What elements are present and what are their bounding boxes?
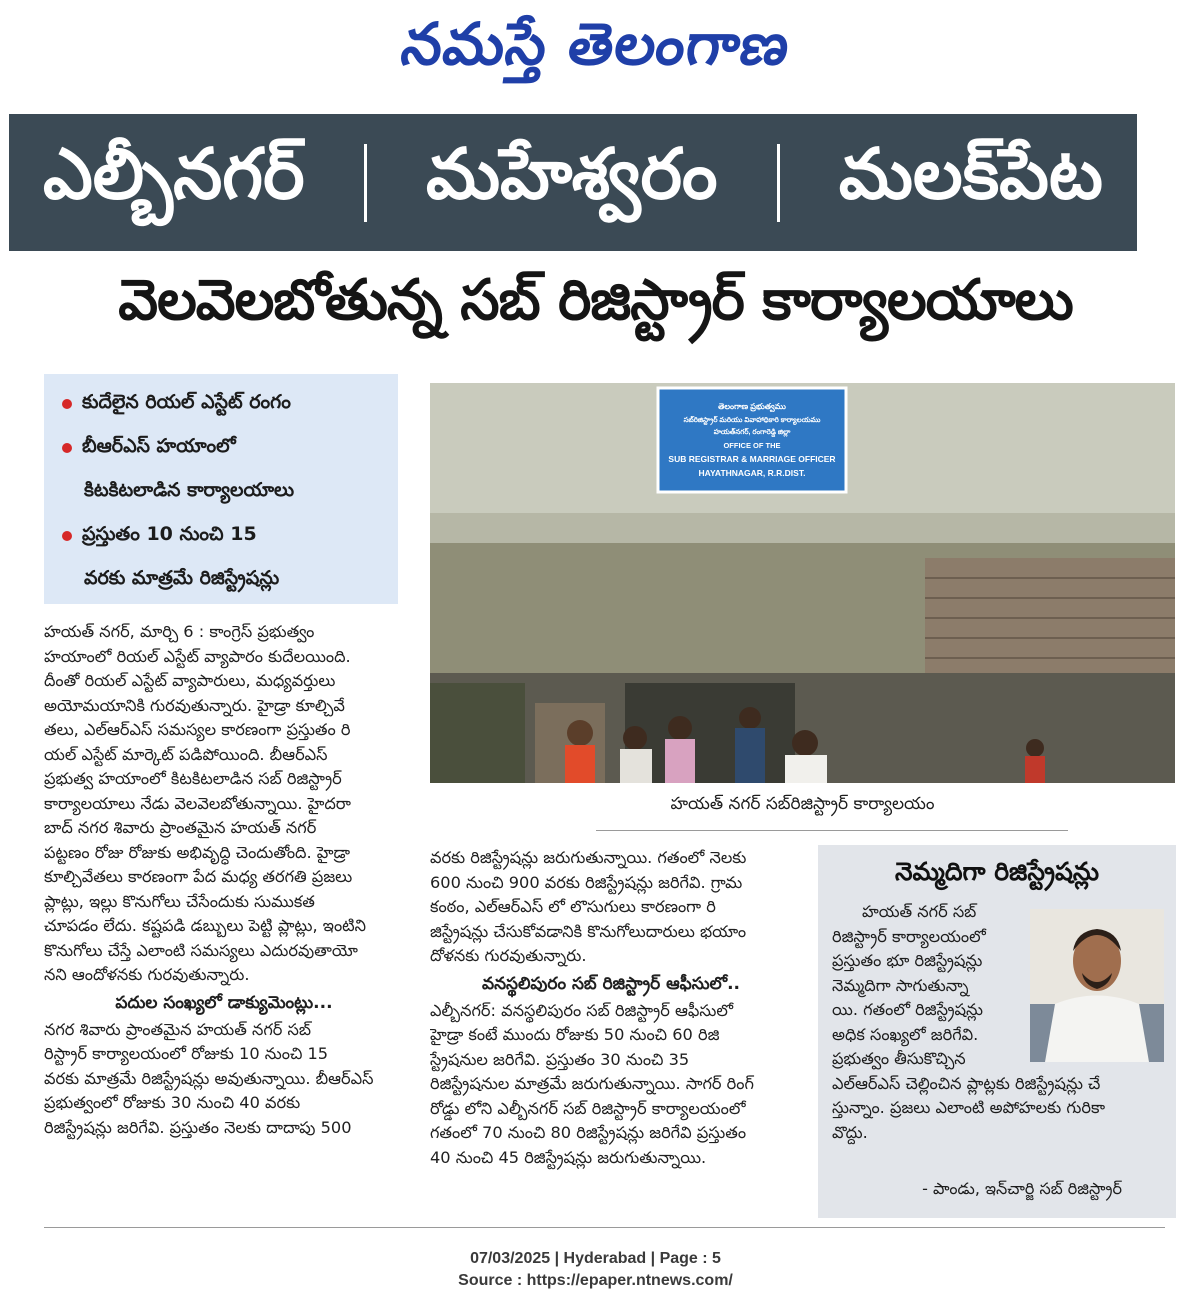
article-column-1 (44, 620, 404, 1140)
highlight-item: బీఆర్ఎస్ హయాంలో (62, 426, 380, 470)
article-line: స్ట్రేషనుల జరిగేవి. ప్రస్తుతం 30 నుంచి 35 (430, 1049, 690, 1069)
article-line: రిజిస్ట్రేషనుల మాత్రమే జరుగుతున్నాయి. సాగర్ రింగ్ (430, 1074, 754, 1093)
sidebar-line: ప్రస్తుతం భూ రిజిస్ట్రేషన్లు (832, 951, 983, 970)
article-line: జిస్ట్రేషన్లు చేసుకోవడానికి కొనుగోలుదారులు భయాం (430, 921, 747, 941)
article-line: అయోమయానికి గురవుతున్నారు. హైడ్రా కూల్చివే (44, 695, 345, 715)
highlight-item: వరకు మాత్రమే రిజిస్ట్రేషన్లు (84, 566, 280, 589)
sidebar-line: ప్రభుత్వం తీసుకొచ్చిన (832, 1049, 966, 1068)
divider (44, 1227, 1165, 1228)
section-band (9, 114, 1137, 251)
article-line: రిస్ట్రార్ కార్యాలయంలో రోజుకు 10 నుంచి 15 (44, 1044, 329, 1063)
section-separator (777, 144, 780, 222)
article-line: ప్రభుత్వంలో రోజుకు 30 నుంచి 40 వరకు (44, 1093, 301, 1112)
sidebar-title: నెమ్మదిగా రిజిస్ట్రేషన్లు (894, 857, 1100, 886)
article-line: కార్యాలయాలు నేడు వెలవెలబోతున్నాయి. హైదరా (44, 793, 351, 813)
photo-caption: హయత్ నగర్ సబ్‌రిజిస్ట్రార్ కార్యాలయం (670, 794, 935, 814)
sidebar-signature: - పాండు, ఇన్‌చార్జి సబ్ రిజిస్ట్రార్ (922, 1179, 1122, 1198)
article-line: నని ఆందోళనకు గురవుతున్నారు. (44, 965, 250, 984)
sidebar-line: వొద్దు. (832, 1122, 868, 1142)
headline: వెలవెలబోతున్న సబ్ రిజిస్ట్రార్ కార్యాలయాలు (118, 268, 1073, 333)
section-word-lbnagar: ఎల్బీనగర్ (43, 133, 305, 215)
bullet-icon (62, 399, 72, 409)
article-line: వరకు రిజిస్ట్రేషన్లు జరుగుతున్నాయి. గతంలో నెలకు (430, 848, 747, 867)
section-word-malakpet: మలక్‌పేట (838, 133, 1103, 215)
article-line: హయత్ నగర్, మార్చి 6 : కాంగ్రెస్ ప్రభుత్వం (44, 622, 315, 641)
article-line: ప్రభుత్వ హయాంలో కిటకిటలాడిన సబ్ రిజిస్ట్రార్ (44, 769, 342, 788)
board-line: తెలంగాణ ప్రభుత్వము (718, 402, 786, 411)
article-subhead: పదుల సంఖ్యలో డాక్యుమెంట్లు... (115, 992, 333, 1013)
office-photo (430, 383, 1175, 783)
article-column-2 (430, 846, 792, 1170)
sidebar-line: రిజిస్ట్రార్ కార్యాలయంలో (832, 926, 986, 946)
article-line: దీంతో రియల్ ఎస్టేట్ వ్యాపారులు, మధ్యవర్తులు (44, 671, 336, 690)
article-line: దోళనకు గురవుతున్నారు. (430, 946, 587, 965)
sidebar-line: అధిక సంఖ్యలో జరిగేవి. (832, 1024, 979, 1044)
article-line: బాద్ నగర శివారు ప్రాంతమైన హయత్ నగర్ (44, 818, 317, 837)
article-line: గతంలో 70 నుంచి 80 రిజిస్ట్రేషన్లు జరిగేవి ప్రస్తుతం (430, 1123, 747, 1142)
article-line: హైడ్రా కంటే ముందు రోజుకు 50 నుంచి 60 రిజి (430, 1025, 720, 1044)
article-line: రిజిస్ట్రేషన్లు జరిగేవి. ప్రస్తుతం నెలకు దాదాపు 500 (44, 1117, 352, 1137)
footer-dateline: 07/03/2025 | Hyderabad | Page : 5 (470, 1250, 721, 1267)
board-line: SUB REGISTRAR & MARRIAGE OFFICER (668, 454, 836, 464)
board-line: OFFICE OF THE (723, 441, 781, 450)
article-line: కూల్చివేతలు కారణంగా పేద మధ్య తరగతి ప్రజలు (44, 867, 353, 886)
article-line: కొనుగోలు చేస్తే ఎలాంటి సమస్యలు ఎదురవుతాయో (44, 940, 358, 960)
sidebar-line: ఎల్ఆర్ఎస్ చెల్లించిన ప్లాట్లకు రిజిస్ట్రేషన్లు చే (832, 1073, 1101, 1093)
divider (596, 830, 1068, 831)
sidebar-line: యి. గతంలో రిజిస్ట్రేషన్లు (832, 1000, 984, 1019)
article-line: ప్లాట్లు, ఇల్లు కొనుగోలు చేసేందుకు సుముకత (44, 891, 315, 911)
article-line: 40 నుంచి 45 రిజిస్ట్రేషన్లు జరుగుతున్నాయి. (430, 1147, 707, 1167)
sidebar-box (818, 845, 1176, 1218)
article-line: రోడ్డు లోని ఎల్బీనగర్ సబ్ రిజిస్ట్రార్ కార్యాలయంలో (430, 1098, 746, 1118)
article-line: నగర శివారు ప్రాంతమైన హయత్ నగర్ సబ్ (44, 1019, 312, 1039)
highlights-box (44, 374, 398, 604)
article-line: చూపడం లేదు. కష్టపడి డబ్బులు పెట్టి ప్లాట్లు, ఇంటిని (44, 916, 367, 935)
article-subhead: వనస్థలిపురం సబ్ రిజిస్ట్రార్ ఆఫీసులో.. (482, 973, 740, 994)
article-line: హయాంలో రియల్ ఎస్టేట్ వ్యాపారం కుదేలయింది. (44, 646, 351, 666)
article-line: 600 నుంచి 900 వరకు రిజిస్ట్రేషన్లు జరిగేవి. గ్రామ (430, 872, 743, 892)
article-line: యల్ ఎస్టేట్ మార్కెట్ పడిపోయింది. బీఆర్ఎస్ (44, 744, 328, 764)
bullet-icon (62, 531, 72, 541)
board-line: HAYATHNAGAR, R.R.DIST. (698, 468, 806, 478)
article-line: పట్టణం రోజు రోజుకు అభివృద్ధి చెందుతోంది. హైడ్రా (44, 842, 350, 862)
article-line: వరకు మాత్రమే రిజిస్ట్రేషన్లు అవుతున్నాయి. బీఆర్ఎస్ (44, 1068, 374, 1088)
sidebar-line: హయత్ నగర్ సబ్ (862, 902, 977, 921)
sidebar-line: స్తున్నాం. ప్రజలు ఎలాంటి అపోహలకు గురికా (832, 1098, 1105, 1117)
article-line: కంఠం, ఎల్ఆర్ఎస్ లో లొసుగులు కారణంగా రి (430, 897, 716, 916)
board-line: సబ్‌రిజిస్ట్రార్ మరియు వివాహాధికారి కార్యాలయము (683, 417, 821, 424)
masthead-title: నమస్తే తెలంగాణ (396, 10, 795, 78)
article-line: ఎల్బీనగర్: వనస్థలిపురం సబ్ రిజిస్ట్రార్ ఆఫీసులో (430, 1000, 733, 1020)
section-word-maheshwaram: మహేశ్వరం (425, 133, 718, 215)
highlight-item: కిటకిటలాడిన కార్యాలయాలు (84, 478, 295, 501)
footer-source: Source : https://epaper.ntnews.com/ (458, 1272, 733, 1289)
highlight-item: కుదేలైన రియల్ ఎస్టేట్ రంగం (62, 382, 380, 426)
board-line: హయత్‌నగర్, రంగారెడ్డి జిల్లా (713, 429, 791, 436)
article-line: తలు, ఎల్ఆర్ఎస్ సమస్యల కారణంగా ప్రస్తుతం రి (44, 720, 351, 739)
footer (0, 1248, 1191, 1292)
sidebar-line: నెమ్మదిగా సాగుతున్నా (832, 975, 969, 995)
section-separator (364, 144, 367, 222)
officer-portrait (1030, 909, 1164, 1062)
masthead (0, 4, 1191, 84)
highlight-item: ప్రస్తుతం 10 నుంచి 15 (62, 514, 380, 558)
bullet-icon (62, 443, 72, 453)
